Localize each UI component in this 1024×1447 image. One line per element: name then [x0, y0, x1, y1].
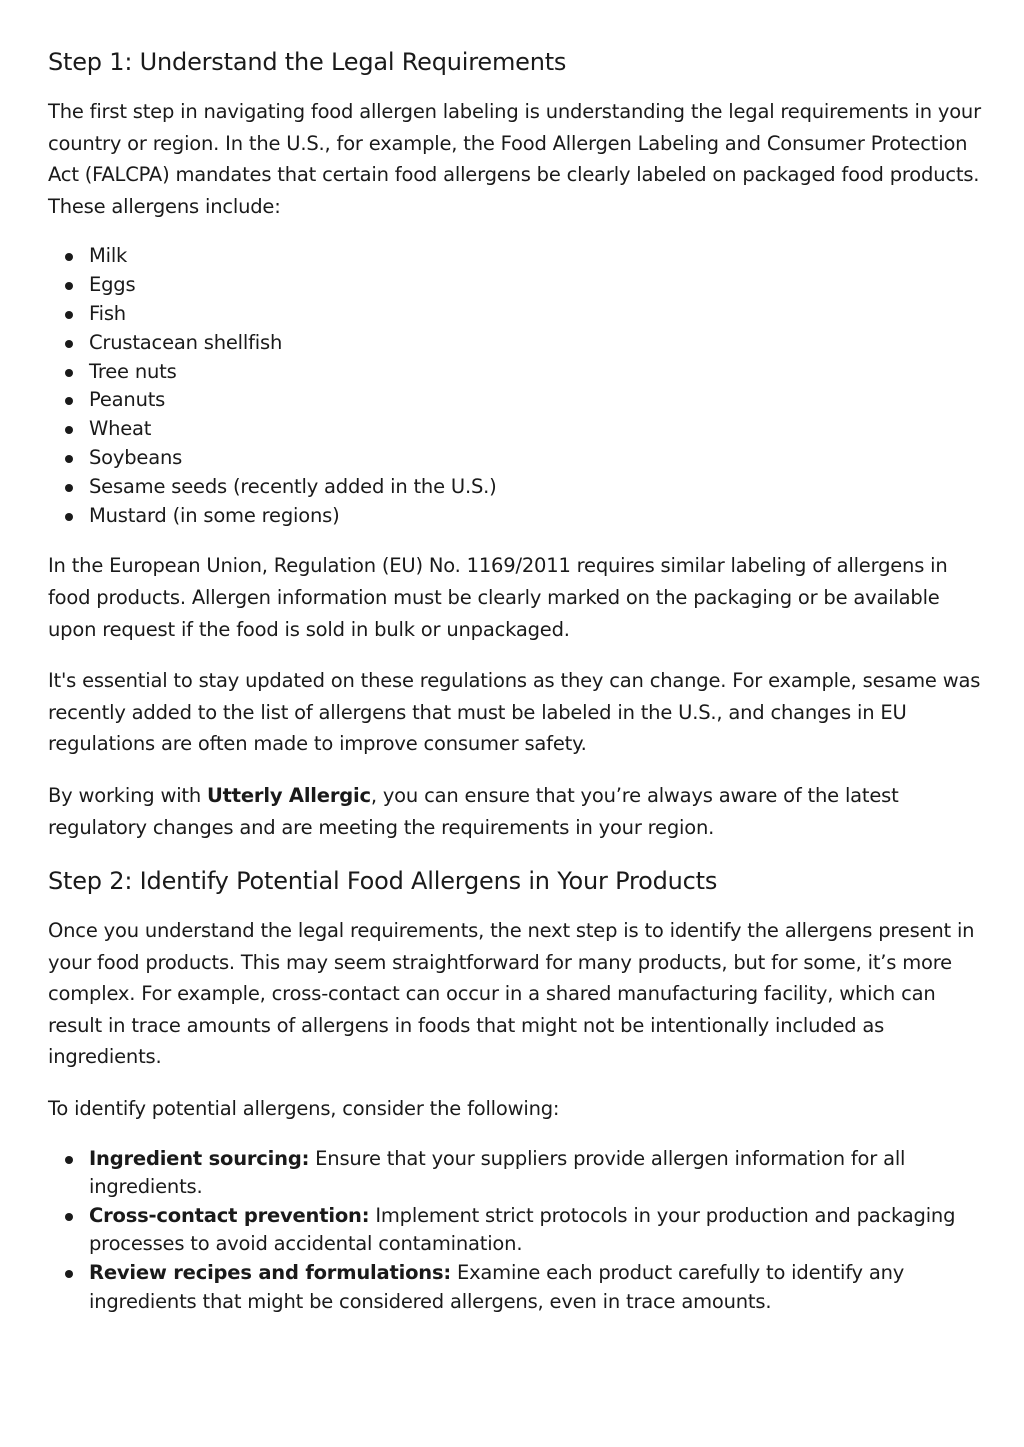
allergen-label: Sesame seeds (recently added in the U.S.): [89, 474, 497, 498]
allergen-label: Wheat: [89, 417, 152, 441]
document-page: [48, 44, 988, 1336]
bullet-icon: [65, 369, 73, 377]
step1-intro-paragraph: The first step in navigating food allergen labeling is understanding the legal requirements in your country or region. In the U.S., for example, the Food Allergen Labeling and Consumer Protection Act (FALCPA) mandates that certain food allergens be clearly labeled on packaged food products. These allergens include:: [48, 100, 981, 218]
bullet-icon: [65, 426, 73, 434]
step1-heading: Step 1: Understand the Legal Requirements: [48, 48, 567, 76]
bullet-icon: [65, 311, 73, 319]
list-item: [48, 473, 988, 502]
list-item: [48, 329, 988, 358]
list-item: [48, 444, 988, 473]
item-term: Review recipes and formulations:: [89, 1261, 451, 1285]
working-with-paragraph: [48, 780, 988, 843]
bullet-icon: [65, 455, 73, 463]
bullet-icon: [65, 253, 73, 261]
consider-paragraph: To identify potential allergens, consider the following:: [48, 1097, 560, 1121]
eu-regulation-paragraph: In the European Union, Regulation (EU) No. 1169/2011 requires similar labeling of allergens in food products. Allergen information must be clearly marked on the packaging or be available upon request if the food is sold in bulk or unpackaged.: [48, 554, 948, 641]
bullet-icon: [65, 1156, 73, 1164]
list-item: [48, 271, 988, 300]
bullet-icon: [65, 282, 73, 290]
stay-updated-paragraph: It's essential to stay updated on these regulations as they can change. For example, sesame was recently added to the list of allergens that must be labeled in the U.S., and changes in EU regulations are often made to improve consumer safety.: [48, 669, 981, 756]
allergen-label: Eggs: [89, 273, 136, 297]
list-item: [48, 242, 988, 271]
item-text: Implement strict protocols in your production and packaging processes to avoid accidental contamination.: [89, 1203, 956, 1256]
identify-list: [48, 1145, 988, 1317]
working-prefix: By working with: [48, 783, 208, 807]
item-term: Ingredient sourcing:: [89, 1146, 310, 1170]
allergen-label: Peanuts: [89, 388, 166, 412]
bullet-icon: [65, 513, 73, 521]
step2-heading: Step 2: Identify Potential Food Allergens in Your Products: [48, 867, 718, 896]
list-item: [48, 1145, 988, 1202]
item-term: Cross-contact prevention:: [89, 1203, 370, 1227]
list-item: [48, 415, 988, 444]
list-item: [48, 1259, 988, 1316]
bullet-icon: [65, 340, 73, 348]
allergen-label: Tree nuts: [89, 359, 177, 383]
bullet-icon: [65, 1270, 73, 1278]
allergen-list: [48, 242, 988, 530]
bullet-icon: [65, 1213, 73, 1221]
bullet-icon: [65, 484, 73, 492]
allergen-label: Milk: [89, 244, 128, 268]
bullet-icon: [65, 397, 73, 405]
list-item: [48, 358, 988, 387]
list-item: [48, 1202, 988, 1259]
list-item: [48, 386, 988, 415]
allergen-label: Mustard (in some regions): [89, 503, 340, 527]
allergen-label: Crustacean shellfish: [89, 330, 283, 354]
working-suffix: , you can ensure that you’re always aware of the latest regulatory changes and are meeting the requirements in your region.: [48, 783, 899, 839]
brand-name: Utterly Allergic: [207, 783, 371, 807]
item-text: Examine each product carefully to identify any ingredients that might be considered allergens, even in trace amounts.: [89, 1261, 905, 1313]
step2-intro-paragraph: Once you understand the legal requirements, the next step is to identify the allergens present in your food products. This may seem straightforward for many products, but for some, it’s more complex. For example, cross-contact can occur in a shared manufacturing facility, which can result in trace amounts of allergens in foods that might not be intentionally included as ingredients.: [48, 919, 975, 1069]
allergen-label: Soybeans: [89, 445, 183, 469]
item-text: Ensure that your suppliers provide allergen information for all ingredients.: [89, 1146, 906, 1199]
allergen-label: Fish: [89, 301, 126, 325]
list-item: [48, 502, 988, 531]
list-item: [48, 300, 988, 329]
